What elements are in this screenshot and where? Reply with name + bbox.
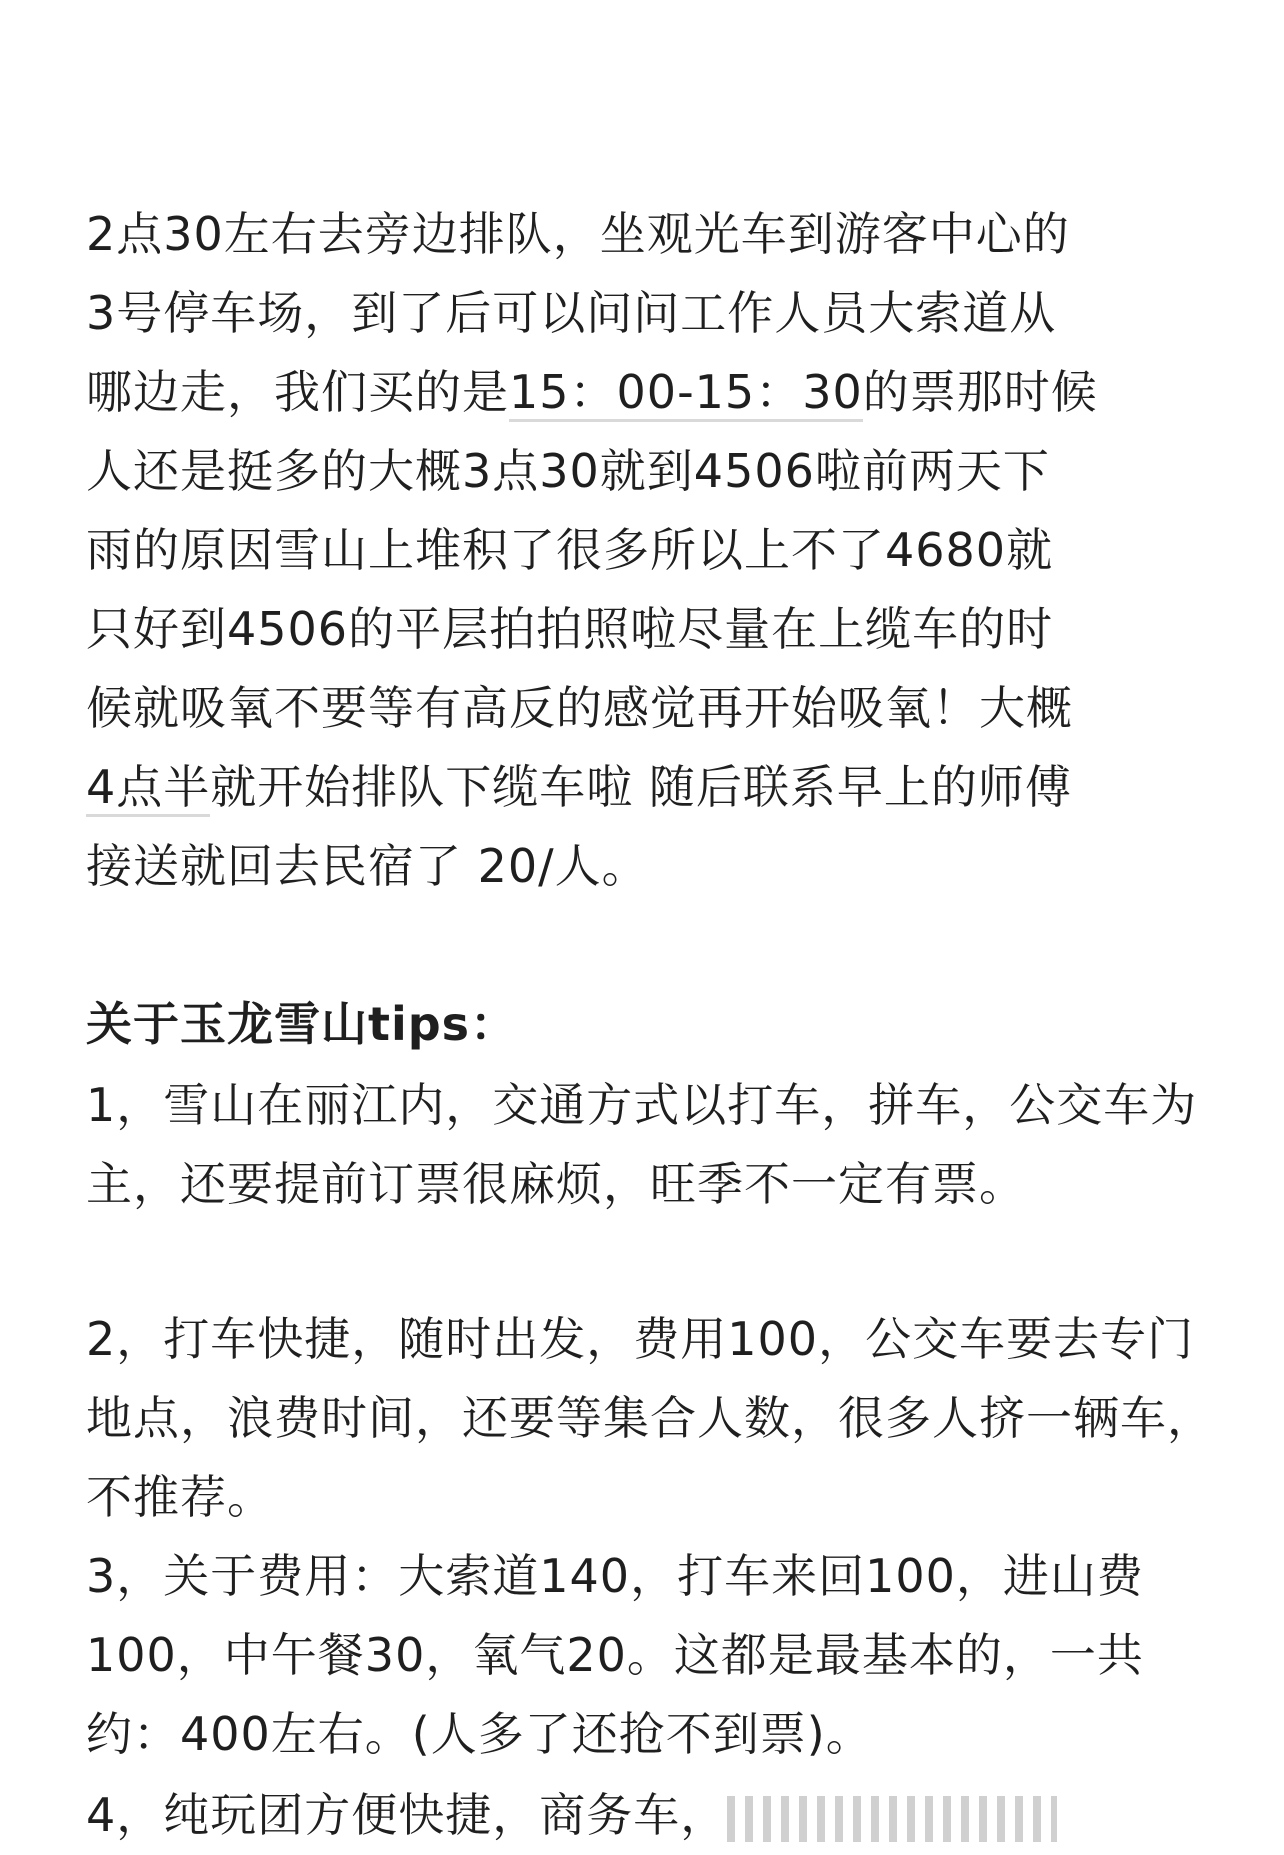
- tip-item-2: 2，打车快捷，随时出发，费用100，公交车要去专门地点，浪费时间，还要等集合人数，很多人挤一辆车，不推荐。: [86, 1312, 1214, 1524]
- ticket-time-link[interactable]: 15：00-15：30: [509, 365, 863, 422]
- time-link-430[interactable]: 4点半: [86, 760, 210, 817]
- intro-line-6: 只好到4506的平层拍拍照啦尽量在上缆车的时: [86, 602, 1054, 656]
- intro-line-9: 接送就回去民宿了 20/人。: [86, 839, 649, 893]
- intro-line-8b: 就开始排队下缆车啦 随后联系早上的师傅: [210, 760, 1072, 814]
- intro-line-5: 雨的原因雪山上堆积了很多所以上不了4680就: [86, 523, 1054, 577]
- intro-line-2: 3号停车场，到了后可以问问工作人员大索道从: [86, 286, 1057, 340]
- intro-line-3b: 的票那时候: [862, 365, 1098, 419]
- tip-item-4-text: 4，纯玩团方便快捷，商务车，: [86, 1788, 728, 1842]
- watermark-redaction: [727, 1796, 1057, 1842]
- tip-item-3: 3，关于费用：大索道140，打车来回100，进山费100，中午餐30，氧气20。这都是最基本的，一共约：400左右。(人多了还抢不到票)。: [86, 1549, 1144, 1761]
- tips-heading: 关于玉龙雪山tips：: [86, 997, 518, 1051]
- intro-paragraph: [86, 195, 1216, 906]
- intro-line-7: 候就吸氧不要等有高反的感觉再开始吸氧！大概: [86, 681, 1073, 735]
- intro-line-3a: 哪边走，我们买的是: [86, 365, 509, 419]
- tip-item-1: 1，雪山在丽江内，交通方式以打车，拼车，公交车为主，还要提前订票很麻烦，旺季不一定有票。: [86, 1078, 1198, 1211]
- tip-item-4: [86, 1776, 1216, 1855]
- intro-line-1: 2点30左右去旁边排队，坐观光车到游客中心的: [86, 207, 1070, 261]
- intro-line-4: 人还是挺多的大概3点30就到4506啦前两天下: [86, 444, 1050, 498]
